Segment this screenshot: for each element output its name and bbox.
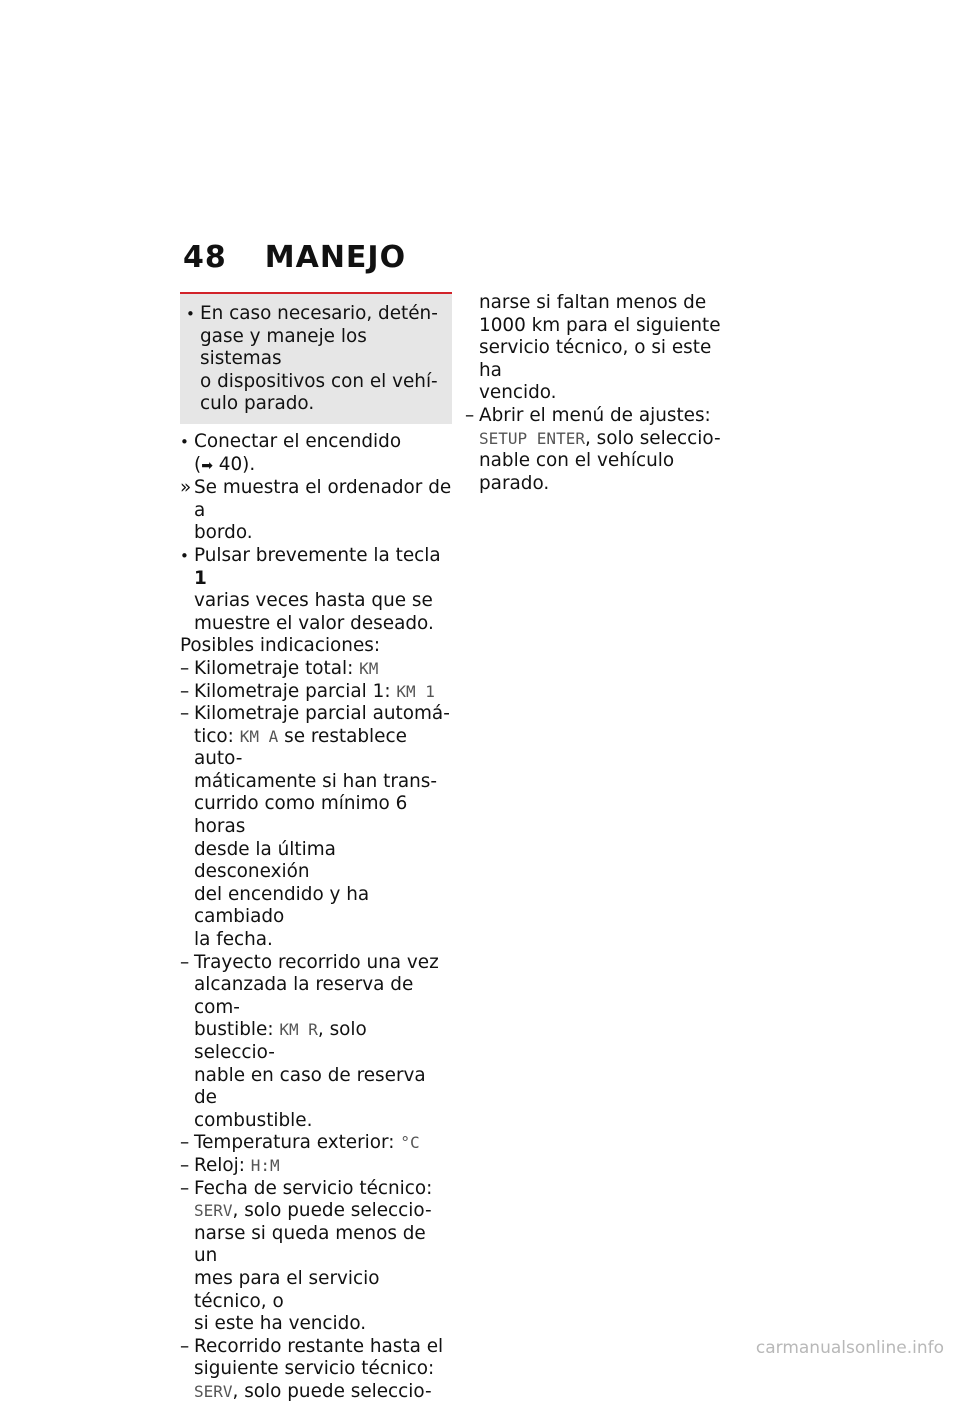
step-text: Conectar el encendido xyxy=(194,430,402,452)
option-clock xyxy=(180,1155,452,1178)
bullet-icon: • xyxy=(186,305,195,323)
option-text: nable en caso de reserva de xyxy=(194,1064,426,1109)
dash-marker: – xyxy=(180,1177,190,1199)
watermark: carmanualsonline.info xyxy=(755,1338,944,1358)
option-text-part: , solo seleccio- xyxy=(194,1019,367,1063)
option-text: desde la última desconexión xyxy=(194,838,336,883)
option-text: narse si queda menos de un xyxy=(194,1222,426,1267)
option-label: Kilometraje parcial 1: xyxy=(194,680,397,702)
step-press-key xyxy=(180,545,452,635)
ref-paren: ( xyxy=(194,453,202,475)
step-ignition xyxy=(180,431,452,477)
step-text: muestre el valor deseado. xyxy=(194,612,434,634)
option-text-part: se restablece auto- xyxy=(194,725,407,770)
continued-text: narse si faltan menos de xyxy=(479,292,707,313)
option-text: Recorrido restante hasta el xyxy=(194,1335,444,1357)
option-text-part: , solo puede seleccio- xyxy=(232,1380,432,1402)
display-code: KM 1 xyxy=(396,681,435,701)
dash-marker: – xyxy=(180,1154,190,1176)
display-code: SERV xyxy=(194,1381,233,1401)
step-text xyxy=(194,545,452,590)
step-settings-menu xyxy=(465,405,740,495)
option-text xyxy=(194,726,452,771)
option-km-partial-1 xyxy=(180,681,452,704)
display-code: KM R xyxy=(279,1020,318,1040)
display-code: H:M xyxy=(250,1155,280,1175)
option-temperature xyxy=(180,1132,452,1155)
option-text: currido como mínimo 6 horas xyxy=(194,793,408,838)
section-title: MANEJO xyxy=(264,240,407,275)
display-code: °C xyxy=(400,1133,420,1153)
option-trip-reserve xyxy=(180,952,452,1133)
option-text xyxy=(194,1200,452,1223)
page-number: 48 xyxy=(183,240,227,275)
continued-text: servicio técnico, o si este ha xyxy=(479,337,712,381)
page-reference[interactable] xyxy=(194,454,452,478)
continued-text: vencido. xyxy=(479,382,557,404)
callout-line: o dispositivos con el vehí- xyxy=(200,370,438,392)
option-text: mes para el servicio técnico, o xyxy=(194,1267,380,1312)
option-text xyxy=(479,428,740,451)
ref-page: 40). xyxy=(218,453,256,475)
option-text: del encendido y ha cambiado xyxy=(194,883,370,928)
option-text: alcanzada la reserva de com- xyxy=(194,974,414,1018)
dash-marker: – xyxy=(465,404,475,426)
option-text: siguiente servicio técnico: xyxy=(194,1358,435,1380)
option-text: Kilometraje parcial automá- xyxy=(194,703,450,725)
option-text xyxy=(194,1019,452,1064)
option-text: si este ha vencido. xyxy=(194,1313,367,1335)
dash-marker: – xyxy=(180,680,190,702)
warning-callout xyxy=(180,292,452,424)
possible-heading: Posibles indicaciones: xyxy=(180,635,381,657)
page-header xyxy=(183,240,406,280)
right-column xyxy=(465,292,740,495)
option-text: nable con el vehículo parado. xyxy=(479,450,675,494)
option-label: Reloj: xyxy=(194,1154,251,1176)
step-text-part: Pulsar brevemente la tecla xyxy=(194,544,441,566)
option-text-part: , solo seleccio- xyxy=(584,427,721,449)
option-text: máticamente si han trans- xyxy=(194,770,438,792)
option-label: Temperatura exterior: xyxy=(194,1132,401,1154)
option-text-part: bustible: xyxy=(194,1019,280,1041)
callout-line xyxy=(186,303,446,326)
option-text-part: tico: xyxy=(194,725,240,747)
left-column xyxy=(180,292,452,1404)
option-text xyxy=(194,1381,452,1404)
callout-line: gase y maneje los sistemas xyxy=(200,325,367,370)
option-service-distance xyxy=(180,1336,452,1404)
bullet-icon: • xyxy=(180,546,189,565)
dash-marker: – xyxy=(180,951,190,973)
result-text: Se muestra el ordenador de a xyxy=(194,477,452,521)
option-text: Trayecto recorrido una vez xyxy=(194,951,439,973)
option-text-part: , solo puede seleccio- xyxy=(232,1200,432,1222)
step-text: varias veces hasta que se xyxy=(194,590,433,612)
arrow-right-icon: ➡ xyxy=(201,457,213,474)
display-code: KM A xyxy=(239,726,279,746)
option-text: Abrir el menú de ajustes: xyxy=(479,404,711,426)
display-code: SETUP ENTER xyxy=(479,428,585,448)
option-text: la fecha. xyxy=(194,929,273,951)
dash-marker: – xyxy=(180,657,190,679)
result-marker-icon: » xyxy=(180,477,192,499)
option-text: combustible. xyxy=(194,1109,313,1131)
dash-marker: – xyxy=(180,1132,190,1154)
option-km-auto xyxy=(180,703,452,952)
display-code: SERV xyxy=(194,1201,233,1221)
option-label: Kilometraje total: xyxy=(194,657,360,679)
dash-marker: – xyxy=(180,703,190,725)
result-display xyxy=(180,477,452,545)
callout-line: culo parado. xyxy=(200,393,315,415)
result-text: bordo. xyxy=(194,522,253,544)
option-service-date xyxy=(180,1178,452,1336)
continued-text: 1000 km para el siguiente xyxy=(479,314,721,336)
callout-text: En caso necesario, detén- xyxy=(200,303,438,324)
option-km-total xyxy=(180,658,452,681)
bullet-icon: • xyxy=(180,432,189,451)
dash-marker: – xyxy=(180,1335,190,1357)
key-label: 1 xyxy=(194,567,207,589)
display-code: KM xyxy=(359,658,379,678)
option-text: Fecha de servicio técnico: xyxy=(194,1177,433,1199)
